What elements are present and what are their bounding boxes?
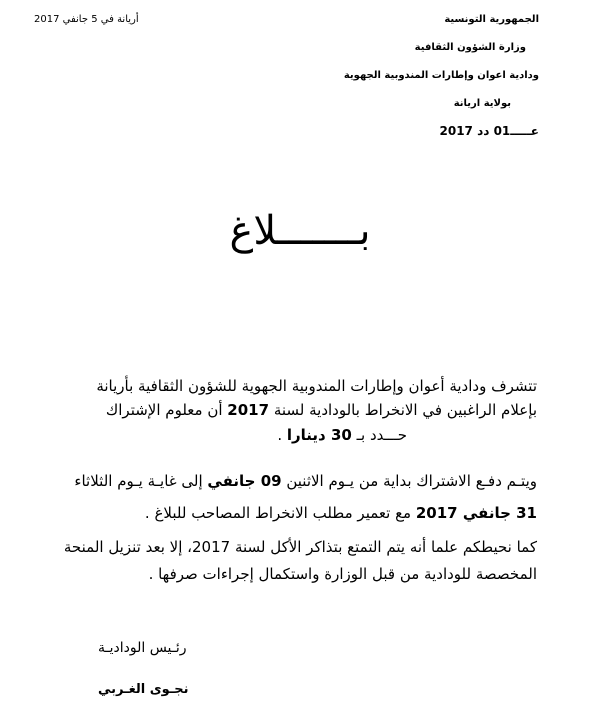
header-ministry: وزارة الشؤون الثقافية <box>414 42 526 53</box>
date-place: أريانة في 5 جانفي 2017 <box>34 14 139 25</box>
body-line-2 <box>106 398 537 422</box>
body-line-3-start: حـــدد بـ <box>356 426 407 444</box>
body-line-4-date: 09 جانفي <box>207 472 282 490</box>
signature-role: رئـيس الوداديـة <box>98 640 187 656</box>
body-line-2-year: 2017 <box>227 401 270 419</box>
body-line-5 <box>145 501 537 525</box>
body-line-2-start: بإعلام الراغبين في الانخراط بالودادية لسنة <box>273 401 537 419</box>
header-reference: عـــــ01 دد 2017 <box>439 124 539 138</box>
body-line-5-end: مع تعمير مطلب الانخراط المصاحب للبلاغ . <box>144 504 412 522</box>
body-line-1: تتشرف ودادية أعوان وإطارات المندوبية الجهوية للشؤون الثقافية بأريانة <box>96 377 537 395</box>
signature-name: نجـوى الغـربي <box>98 682 189 697</box>
body-line-5-date: 31 جانفي 2017 <box>415 504 537 522</box>
document-title: بـــــــلاغ <box>229 208 371 254</box>
body-line-4 <box>74 469 537 493</box>
body-line-3-amount: 30 دينارا <box>286 426 352 444</box>
header-governorate: بولاية اريانة <box>453 98 511 109</box>
header-association: ودادية اعوان وإطارات المندوبية الجهوية <box>343 70 539 81</box>
body-line-3 <box>277 423 407 447</box>
body-line-3-end: . <box>277 426 283 444</box>
body-line-4-start: ويتـم دفـع الاشتراك بداية من يـوم الاثنين <box>286 472 537 490</box>
body-line-6: كما نحيطكم علما أنه يتم التمتع بتذاكر الأكل لسنة 2017، إلا بعد تنزيل المنحة <box>63 538 537 556</box>
header-republic: الجمهورية التونسية <box>444 14 539 25</box>
body-line-2-end: أن معلوم الإشتراك <box>105 401 223 419</box>
body-line-4-end: إلى غايـة يـوم الثلاثاء <box>74 472 203 490</box>
body-line-7: المخصصة للودادية من قبل الوزارة واستكمال إجراءات صرفها . <box>148 565 537 583</box>
